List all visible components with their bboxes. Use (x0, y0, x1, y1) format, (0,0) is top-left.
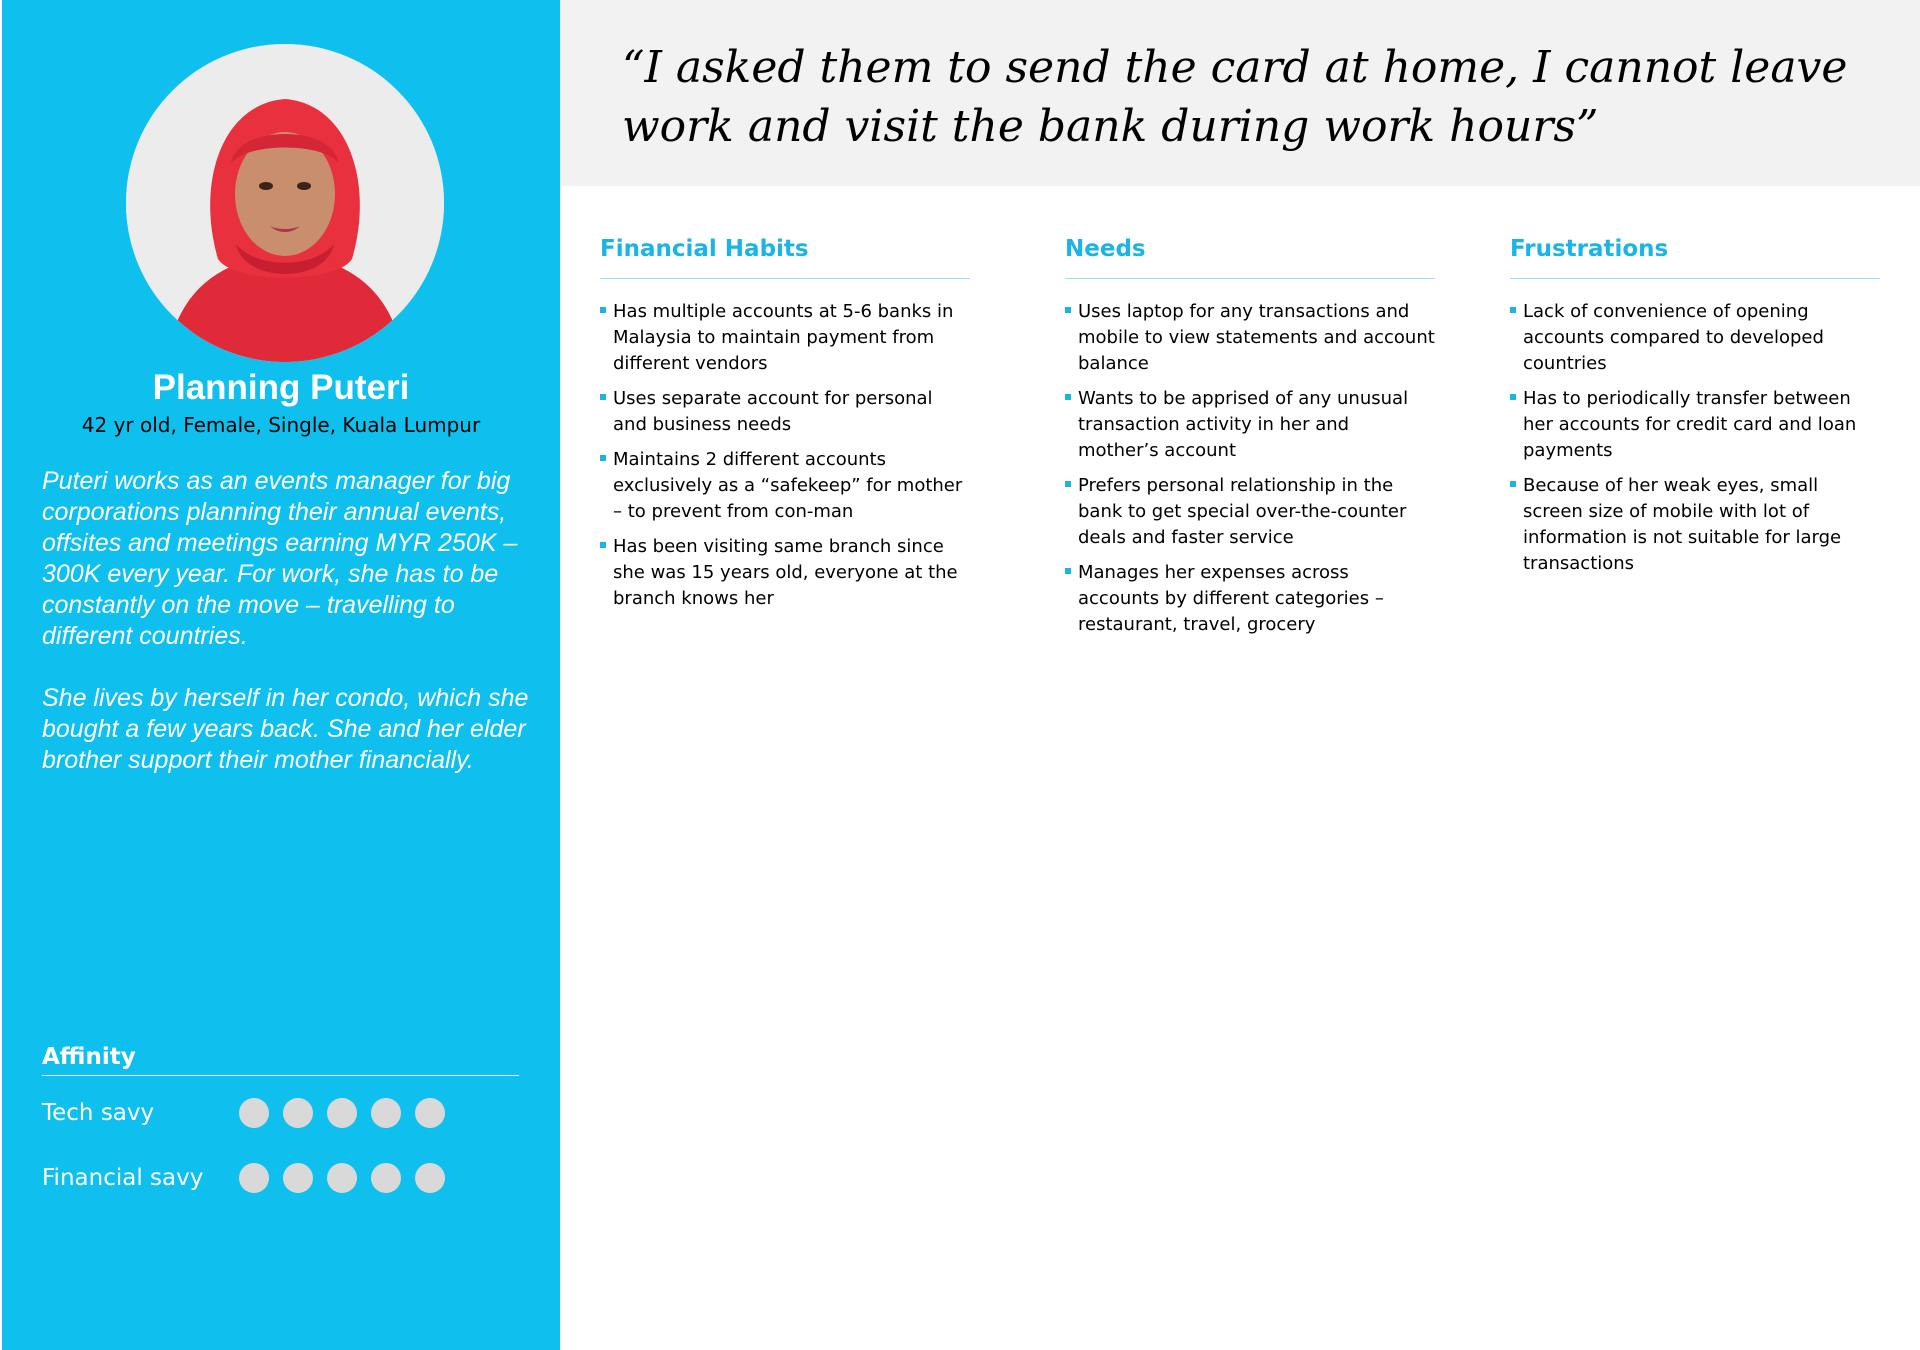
square-bullet-icon (1510, 481, 1516, 487)
rating-dots (239, 1163, 459, 1193)
rating-dot (239, 1098, 269, 1128)
square-bullet-icon (1065, 394, 1071, 400)
frustrations-column (1510, 236, 1880, 586)
column-heading: Needs (1065, 236, 1435, 279)
persona-demographics: 42 yr old, Female, Single, Kuala Lumpur (81, 413, 481, 437)
rating-dot (371, 1163, 401, 1193)
square-bullet-icon (1510, 394, 1516, 400)
affinity-row-financial-savy (42, 1161, 542, 1195)
square-bullet-icon (600, 542, 606, 548)
needs-column (1065, 236, 1435, 647)
bullet-list (1510, 299, 1880, 577)
bullet-list (1065, 299, 1435, 638)
square-bullet-icon (600, 455, 606, 461)
square-bullet-icon (1065, 481, 1071, 487)
list-item-text: Has multiple accounts at 5-6 banks in Malaysia to maintain payment from different vendors (613, 301, 954, 374)
affinity-divider (42, 1075, 519, 1076)
list-item (1510, 299, 1880, 377)
list-item-text: Wants to be apprised of any unusual transaction activity in her and mother’s account (1078, 388, 1409, 461)
affinity-row-tech-savy (42, 1096, 542, 1130)
square-bullet-icon (1065, 568, 1071, 574)
square-bullet-icon (1510, 307, 1516, 313)
rating-dot (327, 1163, 357, 1193)
persona-name: Planning Puteri (152, 368, 410, 407)
square-bullet-icon (1065, 307, 1071, 313)
rating-dot (415, 1098, 445, 1128)
list-item (1510, 386, 1880, 464)
rating-dot (415, 1163, 445, 1193)
rating-dot (371, 1098, 401, 1128)
list-item-text: Uses laptop for any transactions and mobile to view statements and account balance (1078, 301, 1435, 374)
list-item (600, 447, 970, 525)
persona-bio-paragraph: She lives by herself in her condo, which she bought a few years back. She and her elder brother support their mother financially. (42, 684, 529, 774)
column-heading: Financial Habits (600, 236, 970, 279)
list-item-text: Prefers personal relationship in the bank to get special over-the-counter deals and faster service (1078, 475, 1407, 548)
rating-dot (327, 1098, 357, 1128)
list-item-text: Lack of convenience of opening accounts compared to developed countries (1523, 301, 1824, 374)
square-bullet-icon (600, 394, 606, 400)
financial-habits-column (600, 236, 970, 621)
list-item-text: Has been visiting same branch since she was 15 years old, everyone at the branch knows her (613, 536, 958, 609)
list-item (1510, 473, 1880, 577)
persona-photo (126, 44, 444, 362)
persona-quote: “I asked them to send the card at home, I cannot leave work and visit the bank during work hours” (622, 42, 1848, 152)
person-portrait-icon (126, 44, 444, 362)
list-item-text: Because of her weak eyes, small screen size of mobile with lot of information is not suitable for large transactions (1523, 475, 1842, 574)
affinity-label: Financial savy (42, 1165, 204, 1191)
list-item-text: Manages her expenses across accounts by different categories – restaurant, travel, grocery (1078, 562, 1384, 635)
list-item (600, 386, 970, 438)
list-item (1065, 299, 1435, 377)
list-item (1065, 560, 1435, 638)
column-heading: Frustrations (1510, 236, 1880, 279)
rating-dot (239, 1163, 269, 1193)
affinity-label: Tech savy (42, 1100, 155, 1126)
list-item (1065, 386, 1435, 464)
rating-dot (283, 1098, 313, 1128)
list-item (600, 299, 970, 377)
persona-bio-paragraph: Puteri works as an events manager for big corporations planning their annual events, offsites and meetings earning MYR 250K – 300K every year. For work, she has to be constantly on the move – travelling to different countries. (42, 467, 518, 650)
affinity-title: Affinity (42, 1044, 136, 1070)
list-item-text: Maintains 2 different accounts exclusively as a “safekeep” for mother – to prevent from con-man (613, 449, 963, 522)
list-item (1065, 473, 1435, 551)
list-item-text: Has to periodically transfer between her accounts for credit card and loan payments (1523, 388, 1857, 461)
square-bullet-icon (600, 307, 606, 313)
list-item-text: Uses separate account for personal and business needs (613, 388, 933, 435)
bullet-list (600, 299, 970, 612)
persona-sidebar (2, 0, 560, 1350)
list-item (600, 534, 970, 612)
rating-dot (283, 1163, 313, 1193)
rating-dots (239, 1098, 459, 1128)
